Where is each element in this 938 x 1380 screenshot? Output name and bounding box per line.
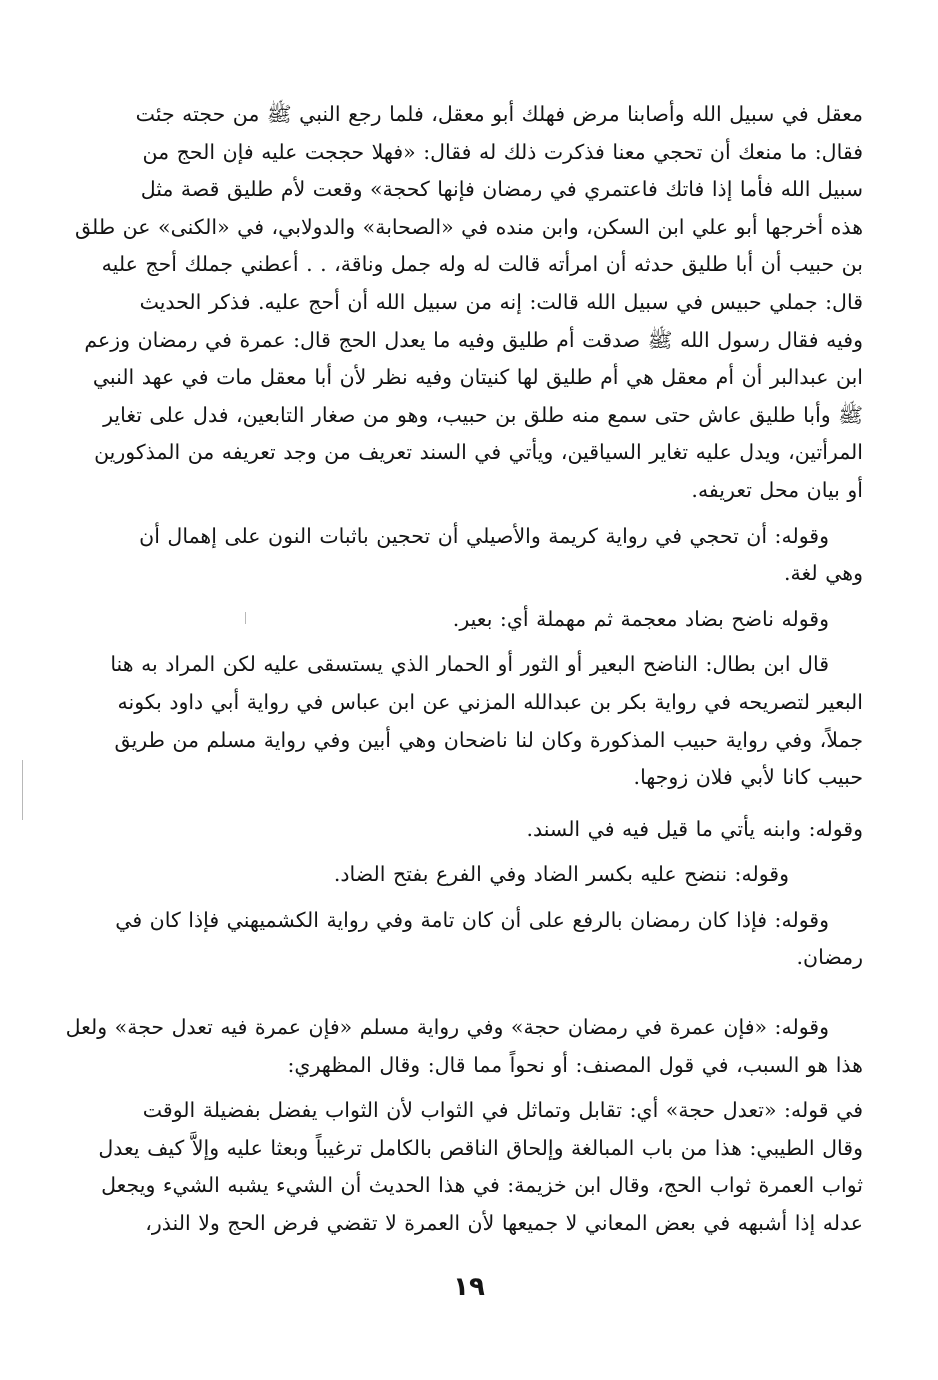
text-line: فقال: ما منعك أن تحجي معنا فذكرت ذلك له فقال: «فهلا حججت عليه فإن الحج من	[142, 139, 863, 164]
text-line: جملاً، وفي رواية حبيب المذكورة وكان لنا ناضحان وهي أبين وفي رواية مسلم من طريق	[114, 727, 863, 752]
text-line: وقوله: «فإن عمرة في رمضان حجة» وفي رواية مسلم «فإن عمرة فيه تعدل حجة» ولعل	[65, 1015, 829, 1040]
paragraph-4	[60, 646, 863, 796]
text-line: بن حبيب أن أبا طليق حدثه أن امرأته قالت له وله جمل وناقة، . . أعطني جملك أحج عليه	[101, 252, 863, 277]
text-line: أو بيان محل تعريفه.	[691, 477, 863, 502]
text-line: ابن عبدالبر أن أم معقل هي أم طليق لها كنيتان وفيه نظر لأن أبا معقل مات في عهد النبي	[92, 365, 863, 390]
paragraph-6	[60, 856, 863, 894]
text-line: سبيل الله فأما إذا فاتك فاعتمري في رمضان فإنها كحجة» وقعت لأم طليق قصة مثل	[140, 177, 863, 202]
text-line: معقل في سبيل الله وأصابنا مرض فهلك أبو معقل، فلما رجع النبي ﷺ من حجته جئت	[135, 102, 863, 126]
text-line: هذه أخرجها أبو علي ابن السكن، وابن منده في «الصحابة» والدولابي، في «الكنى» عن طلق	[74, 214, 863, 239]
paragraph-3	[60, 601, 863, 639]
text-line: وقوله: فإذا كان رمضان بالرفع على أن كان تامة وفي رواية الكشميهني فإذا كان في	[115, 907, 829, 932]
text-line: وقوله: وابنه يأتي ما قيل فيه في السند.	[526, 816, 863, 841]
paragraph-1	[60, 96, 863, 510]
text-line: ﷺ وأبا طليق عاش حتى سمع منه طلق بن حبيب، وهو من صغار التابعين، فدل على تغاير	[103, 402, 863, 427]
paragraph-5	[60, 811, 863, 849]
text-line: عدله إذا أشبهه في بعض المعاني لا جميعها لأن العمرة لا تقضي فرض الحج ولا النذر،	[145, 1211, 863, 1236]
text-line: وفيه فقال رسول الله ﷺ صدقت أم طليق وفيه ما يعدل الحج قال: عمرة في رمضان وزعم	[84, 327, 863, 352]
text-line: في قوله: «تعدل حجة» أي: تقابل وتماثل في الثواب لأن الثواب يفضل بفضيلة الوقت	[142, 1098, 863, 1123]
paragraph-9	[60, 1092, 863, 1242]
text-line: البعير لتصريحه في رواية بكر بن عبدالله المزني عن ابن عباس في رواية أبي داود بكونه	[117, 689, 863, 714]
body-text	[60, 96, 863, 1243]
text-line: رمضان.	[796, 945, 863, 970]
paragraph-7	[60, 902, 863, 977]
text-line: وقوله ناضح بضاد معجمة ثم مهملة أي: بعير.	[452, 606, 829, 631]
text-line: وهي لغة.	[784, 561, 863, 586]
paragraph-2	[60, 518, 863, 593]
text-line: حبيب كانا لأبي فلان زوجها.	[633, 765, 863, 790]
text-line: وقوله: ننضح عليه بكسر الضاد وفي الفرع بفتح الضاد.	[333, 862, 789, 887]
text-line: قال: جملي حبيس في سبيل الله قالت: إنه من سبيل الله أن أحج عليه. فذكر الحديث	[139, 289, 863, 314]
text-line: ثواب العمرة ثواب الحج، وقال ابن خزيمة: في هذا الحديث أن الشيء يشبه الشيء ويجعل	[101, 1173, 863, 1198]
paragraph-8	[60, 1009, 863, 1084]
text-line: قال ابن بطال: الناضح البعير أو الثور أو الحمار الذي يستسقى عليه لكن المراد به هنا	[110, 652, 829, 677]
page-number: ١٩	[453, 1272, 485, 1302]
text-line: المرأتين، ويدل عليه تغاير السياقين، ويأتي في السند تعريف من وجد تعريفه من المذكورين	[94, 440, 863, 465]
scan-mark	[22, 760, 23, 820]
text-line: وقال الطيبي: هذا من باب المبالغة وإلحاق الناقص بالكامل ترغيباً وبعثا عليه وإلاَّ كيف يعدل	[98, 1135, 863, 1160]
text-line: وقوله: أن تحجي في رواية كريمة والأصيلي أن تحجين باثبات النون على إهمال أن	[139, 523, 829, 548]
text-line: هذا هو السبب، في قول المصنف: أو نحواً مما قال: وقال المظهري:	[287, 1052, 863, 1077]
